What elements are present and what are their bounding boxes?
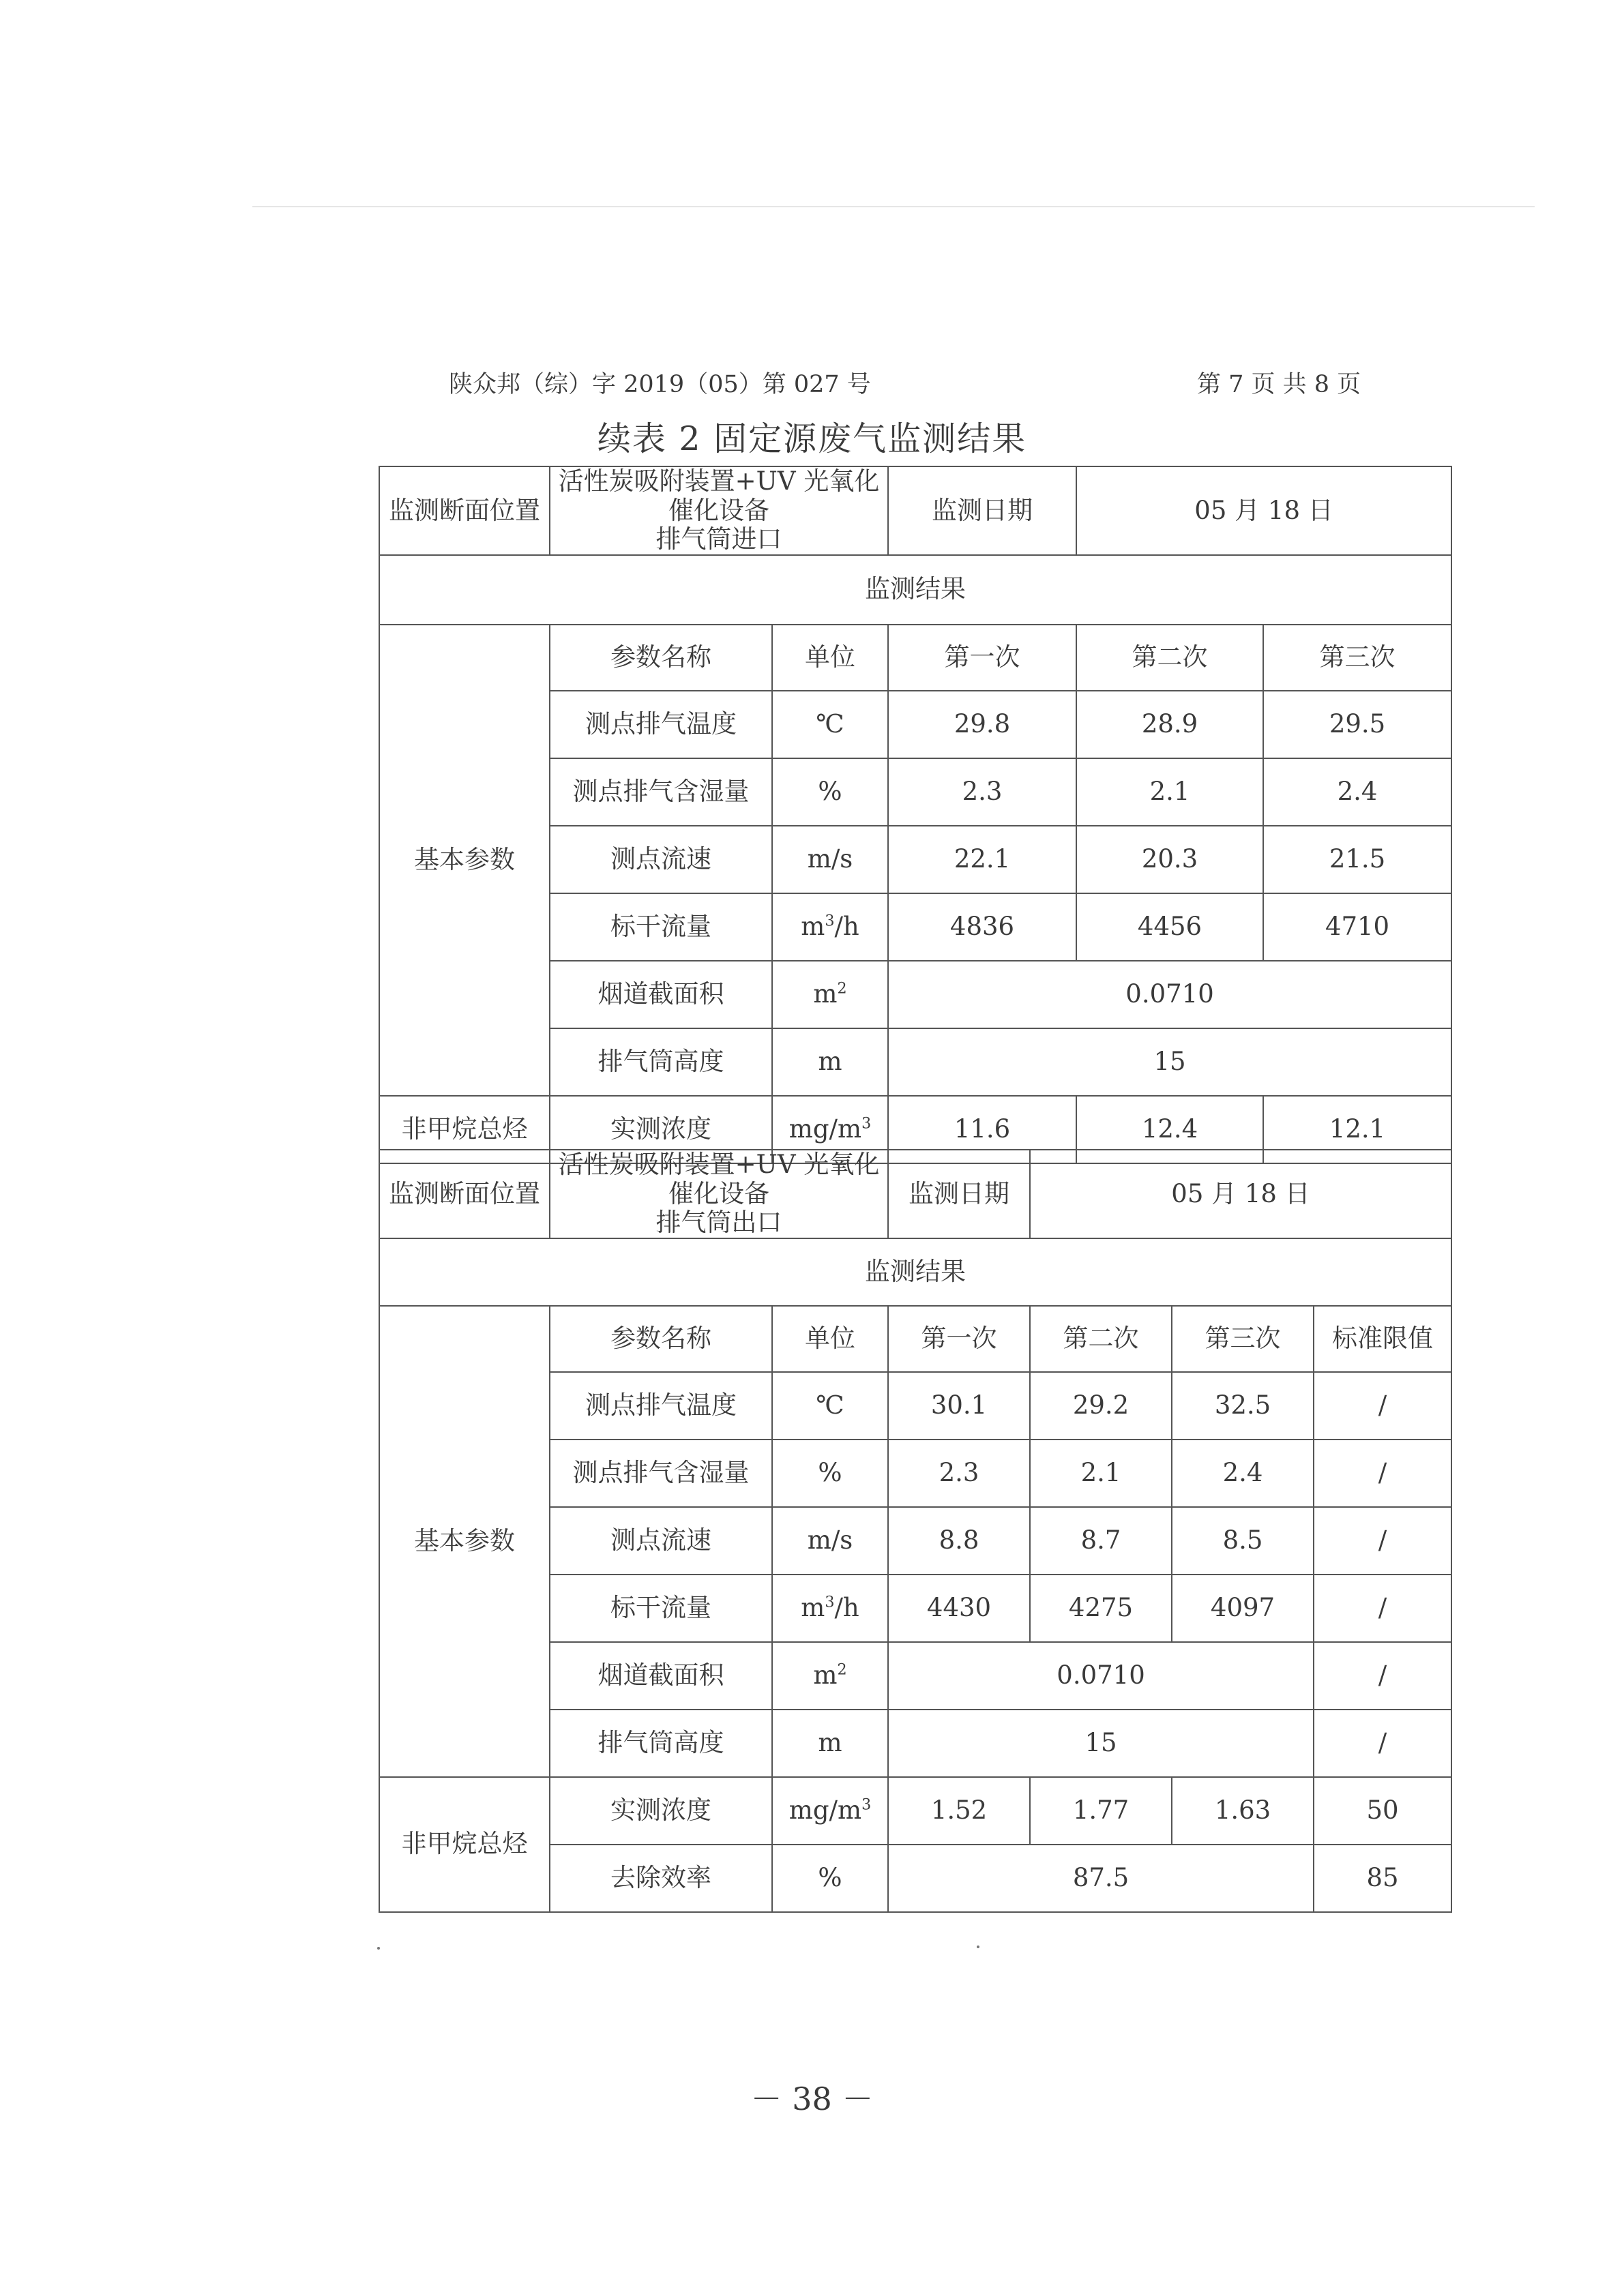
- param-unit: ℃: [772, 1372, 888, 1440]
- value-1: 1.52: [888, 1777, 1030, 1845]
- param-unit: $mg/m^3$: [772, 1777, 888, 1845]
- date-label: 监测日期: [888, 466, 1076, 555]
- param-name: 测点流速: [550, 826, 772, 893]
- table-title: 续表 2 固定源废气监测结果: [597, 419, 1027, 458]
- value-1: 11.6: [888, 1096, 1076, 1163]
- location-value: 活性炭吸附装置+UV 光氧化催化设备 排气筒进口: [550, 466, 888, 555]
- table-row: [379, 555, 1451, 625]
- col-header: 第一次: [888, 625, 1076, 691]
- column-header-row: [379, 1306, 1451, 1372]
- param-unit: m/s: [772, 826, 888, 893]
- value-1: 22.1: [888, 826, 1076, 893]
- document-reference: 陕众邦（综）字 2019（05）第 027 号: [449, 371, 871, 398]
- value-3: 21.5: [1263, 826, 1451, 893]
- param-unit: $m^3/h$: [772, 893, 888, 961]
- value-2: 2.1: [1076, 758, 1263, 826]
- table-row: [379, 1150, 1451, 1238]
- results-header: 监测结果: [379, 1238, 1451, 1306]
- param-unit: m: [772, 1710, 888, 1777]
- col-header: 参数名称: [550, 1306, 772, 1372]
- param-name: 去除效率: [550, 1845, 772, 1912]
- param-name: 烟道截面积: [550, 961, 772, 1028]
- param-unit: $mg/m^3$: [772, 1096, 888, 1163]
- param-name: 测点排气含湿量: [550, 758, 772, 826]
- value-2: 28.9: [1076, 691, 1263, 758]
- param-name: 测点排气温度: [550, 1372, 772, 1440]
- value-1: 2.3: [888, 1440, 1030, 1507]
- location-label: 监测断面位置: [379, 1150, 550, 1238]
- col-header: 第三次: [1172, 1306, 1314, 1372]
- page-info: 第 7 页 共 8 页: [1197, 371, 1361, 398]
- value-2: 1.77: [1030, 1777, 1172, 1845]
- column-header-row: [379, 625, 1451, 691]
- group-nmhc: 非甲烷总烃: [379, 1777, 550, 1912]
- value-2: 4275: [1030, 1575, 1172, 1642]
- param-name: 标干流量: [550, 1575, 772, 1642]
- value-3: 12.1: [1263, 1096, 1451, 1163]
- group-nmhc: 非甲烷总烃: [379, 1096, 550, 1163]
- value-1: 2.3: [888, 758, 1076, 826]
- param-unit: ℃: [772, 691, 888, 758]
- param-unit: $m^2$: [772, 961, 888, 1028]
- col-header: 标准限值: [1314, 1306, 1451, 1372]
- value-1: 30.1: [888, 1372, 1030, 1440]
- group-basic-params: 基本参数: [379, 1306, 550, 1777]
- value-3: 4097: [1172, 1575, 1314, 1642]
- merged-value: 15: [888, 1710, 1314, 1777]
- merged-value: 0.0710: [888, 1642, 1314, 1710]
- value-3: 2.4: [1263, 758, 1451, 826]
- value-3: 8.5: [1172, 1507, 1314, 1575]
- value-1: 29.8: [888, 691, 1076, 758]
- col-header: 第三次: [1263, 625, 1451, 691]
- scan-top-rule: [252, 206, 1535, 207]
- page-number: － 38 －: [750, 2081, 874, 2117]
- value-2: 2.1: [1030, 1440, 1172, 1507]
- date-value: 05 月 18 日: [1030, 1150, 1451, 1238]
- standard-limit: /: [1314, 1710, 1451, 1777]
- param-name: 测点排气温度: [550, 691, 772, 758]
- param-name: 标干流量: [550, 893, 772, 961]
- value-3: 1.63: [1172, 1777, 1314, 1845]
- inlet-monitoring-table: [379, 466, 1452, 1164]
- table-row: [379, 1777, 1451, 1845]
- standard-limit: /: [1314, 1575, 1451, 1642]
- value-1: 8.8: [888, 1507, 1030, 1575]
- param-name: 测点排气含湿量: [550, 1440, 772, 1507]
- standard-limit: /: [1314, 1507, 1451, 1575]
- scan-speck: [977, 1945, 979, 1948]
- location-label: 监测断面位置: [379, 466, 550, 555]
- param-unit: %: [772, 758, 888, 826]
- value-2: 4456: [1076, 893, 1263, 961]
- value-3: 32.5: [1172, 1372, 1314, 1440]
- value-2: 20.3: [1076, 826, 1263, 893]
- table-row: [379, 466, 1451, 555]
- col-header: 第二次: [1030, 1306, 1172, 1372]
- param-name: 测点流速: [550, 1507, 772, 1575]
- param-unit: %: [772, 1440, 888, 1507]
- value-2: 8.7: [1030, 1507, 1172, 1575]
- merged-value: 15: [888, 1028, 1451, 1096]
- value-1: 4836: [888, 893, 1076, 961]
- param-name: 实测浓度: [550, 1096, 772, 1163]
- outlet-monitoring-table: [379, 1149, 1452, 1913]
- value-1: 4430: [888, 1575, 1030, 1642]
- param-name: 排气筒高度: [550, 1710, 772, 1777]
- date-label: 监测日期: [888, 1150, 1030, 1238]
- merged-value: 87.5: [888, 1845, 1314, 1912]
- group-basic-params: 基本参数: [379, 625, 550, 1096]
- merged-value: 0.0710: [888, 961, 1451, 1028]
- col-header: 第二次: [1076, 625, 1263, 691]
- col-header: 单位: [772, 625, 888, 691]
- standard-limit: 85: [1314, 1845, 1451, 1912]
- param-unit: $m^2$: [772, 1642, 888, 1710]
- value-3: 2.4: [1172, 1440, 1314, 1507]
- value-3: 29.5: [1263, 691, 1451, 758]
- param-unit: m: [772, 1028, 888, 1096]
- standard-limit: /: [1314, 1372, 1451, 1440]
- param-unit: m/s: [772, 1507, 888, 1575]
- date-value: 05 月 18 日: [1076, 466, 1451, 555]
- results-header: 监测结果: [379, 555, 1451, 625]
- value-3: 4710: [1263, 893, 1451, 961]
- param-unit: $m^3/h$: [772, 1575, 888, 1642]
- standard-limit: /: [1314, 1440, 1451, 1507]
- value-2: 12.4: [1076, 1096, 1263, 1163]
- param-name: 排气筒高度: [550, 1028, 772, 1096]
- col-header: 单位: [772, 1306, 888, 1372]
- table-row: [379, 1238, 1451, 1306]
- param-name: 实测浓度: [550, 1777, 772, 1845]
- value-2: 29.2: [1030, 1372, 1172, 1440]
- param-name: 烟道截面积: [550, 1642, 772, 1710]
- standard-limit: /: [1314, 1642, 1451, 1710]
- param-unit: %: [772, 1845, 888, 1912]
- scan-speck: [377, 1947, 380, 1950]
- col-header: 参数名称: [550, 625, 772, 691]
- standard-limit: 50: [1314, 1777, 1451, 1845]
- col-header: 第一次: [888, 1306, 1030, 1372]
- location-value: 活性炭吸附装置+UV 光氧化催化设备 排气筒出口: [550, 1150, 888, 1238]
